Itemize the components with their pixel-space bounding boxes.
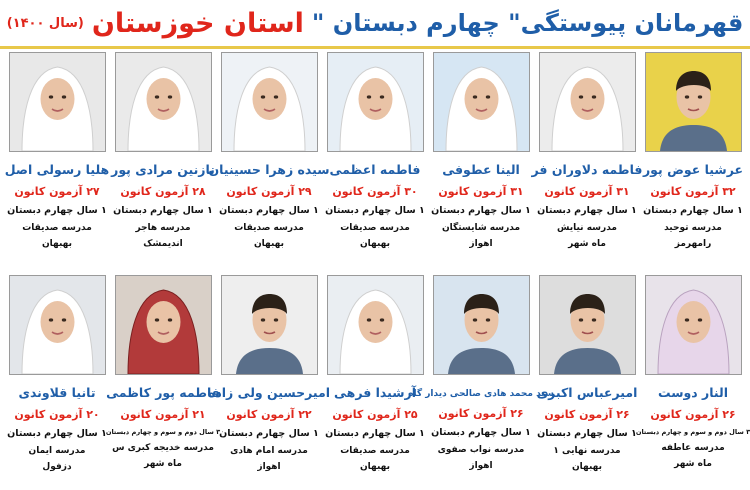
student-exam-count: ۲۶ آزمون کانون (438, 407, 524, 420)
student-city: اهواز (257, 462, 281, 472)
student-name: هلیا رسولی اصل (4, 162, 110, 177)
student-card (110, 50, 216, 262)
student-city: ماه شهر (144, 459, 182, 469)
student-city: رامهرمز (674, 239, 712, 249)
student-exam-count: ۲۹ آزمون کانون (226, 185, 312, 198)
title-province: استان خوزستان (91, 7, 304, 39)
student-school: مدرسه نواب صفوی (437, 445, 525, 455)
student-name: الینا عطوفی (442, 162, 520, 177)
student-city: بهبهان (254, 239, 284, 249)
students-row-1 (4, 50, 746, 262)
student-city: بهبهان (572, 462, 602, 472)
student-photo (221, 275, 318, 375)
student-exam-count: ۲۶ آزمون کانون (650, 408, 736, 421)
student-exam-count: ۳۰ آزمون کانون (332, 185, 418, 198)
student-card (408, 273, 554, 485)
student-grade: ۱ سال چهارم دبستان (643, 205, 743, 216)
student-photo (115, 52, 212, 152)
student-exam-count: ۳۱ آزمون کانون (544, 185, 630, 198)
student-exam-count: ۲۰ آزمون کانون (14, 408, 100, 421)
student-photo (327, 52, 424, 152)
student-name: آرشیدا فرهی (334, 385, 417, 400)
student-grade: ۱ سال چهارم دبستان (325, 205, 425, 216)
student-name: النار دوست (657, 385, 729, 400)
student-school: مدرسه عاطفه (661, 443, 725, 453)
student-city: بهبهان (360, 239, 390, 249)
student-name: فاطمه دلاوران فر (531, 162, 643, 177)
student-card (208, 50, 330, 262)
student-exam-count: ۳۱ آزمون کانون (438, 185, 524, 198)
student-school: مدرسه صدیقات (340, 223, 410, 233)
student-name: سید محمد هادی صالحی دیدار گاه (408, 389, 554, 399)
student-card (207, 273, 331, 485)
student-exam-count: ۲۵ آزمون کانون (332, 408, 418, 421)
student-exam-count: ۲۱ آزمون کانون (120, 408, 206, 421)
student-grade: ۱ سال چهارم دبستان (431, 205, 531, 216)
student-school: مدرسه امام هادی (230, 446, 308, 456)
title-year: (سال ۱۴۰۰) (6, 15, 84, 31)
student-school: مدرسه صدیقات (234, 223, 304, 233)
page-title (0, 0, 750, 49)
student-grade: ۱ سال چهارم دبستان (7, 428, 107, 439)
student-grade: ۱ سال چهارم دبستان (537, 428, 637, 439)
student-name: امیرعباس اکبری (536, 385, 638, 400)
student-name: فاطمه اعظمی (329, 162, 421, 177)
student-exam-count: ۲۷ آزمون کانون (14, 185, 100, 198)
student-city: بهبهان (42, 239, 72, 249)
student-name: فاطمه پور کاظمی (106, 385, 220, 400)
student-photo (433, 275, 530, 375)
student-exam-count: ۳۲ آزمون کانون (650, 185, 736, 198)
student-photo (327, 275, 424, 375)
student-exam-count: ۲۲ آزمون کانون (226, 408, 312, 421)
student-card (531, 50, 643, 262)
student-grade: ۱ سال چهارم دبستان (537, 205, 637, 216)
student-photo (645, 52, 742, 152)
student-school: مدرسه توحید (664, 223, 722, 233)
students-row-2 (4, 273, 750, 485)
student-photo (645, 275, 742, 375)
student-city: ماه شهر (568, 239, 606, 249)
student-grade: ۱ سال چهارم دبستان (219, 205, 319, 216)
student-card (428, 50, 534, 262)
student-card (4, 273, 110, 485)
student-photo (539, 52, 636, 152)
student-grade: ۱ سال چهارم دبستان (219, 428, 319, 439)
student-grade: ۱ سال چهارم دبستان (113, 205, 213, 216)
student-photo (433, 52, 530, 152)
student-school: مدرسه خدیجه کبری س (112, 443, 214, 453)
student-photo (9, 52, 106, 152)
student-photo (539, 275, 636, 375)
student-name: نازنین مرادی پور (111, 162, 215, 177)
title-blue: قهرمانان پیوستگی" چهارم دبستان " (311, 9, 744, 37)
student-name: سیده زهرا حسینیان (208, 162, 330, 177)
student-grade: ۱ سال چهارم دبستان (7, 205, 107, 216)
student-school: مدرسه صدیقات (340, 446, 410, 456)
student-grade: ۳ سال دوم و سوم و چهارم دبستان (635, 428, 750, 436)
student-card (4, 50, 110, 262)
student-exam-count: ۲۸ آزمون کانون (120, 185, 206, 198)
student-city: اندیمشک (143, 239, 183, 249)
student-school: مدرسه ایمان (28, 446, 86, 456)
student-card (635, 273, 750, 485)
student-city: اهواز (469, 461, 493, 471)
student-school: مدرسه هاجر (135, 223, 191, 233)
student-name: تانیا قلاوندی (18, 385, 96, 400)
student-name: عرشیا عوض پور (642, 162, 744, 177)
student-card (640, 50, 746, 262)
student-name: امیرحسین ولی زاده (207, 385, 331, 400)
student-city: دزفول (42, 462, 72, 472)
student-photo (115, 275, 212, 375)
student-city: ماه شهر (674, 459, 712, 469)
student-card (322, 50, 428, 262)
student-grade: ۱ سال چهارم دبستان (325, 428, 425, 439)
student-city: بهبهان (360, 462, 390, 472)
student-card (534, 273, 640, 485)
student-school: مدرسه نهایی ۱ (553, 446, 621, 456)
student-school: مدرسه صدیقات (22, 223, 92, 233)
student-card (105, 273, 221, 485)
student-school: مدرسه نیایش (557, 223, 617, 233)
student-photo (9, 275, 106, 375)
student-photo (221, 52, 318, 152)
student-city: اهواز (469, 239, 493, 249)
student-grade: ۳ سال دوم و سوم و چهارم دبستان (105, 428, 221, 436)
student-school: مدرسه شایستگان (441, 223, 521, 233)
student-card (322, 273, 428, 485)
student-exam-count: ۲۶ آزمون کانون (544, 408, 630, 421)
student-grade: ۱ سال چهارم دبستان (431, 427, 531, 438)
